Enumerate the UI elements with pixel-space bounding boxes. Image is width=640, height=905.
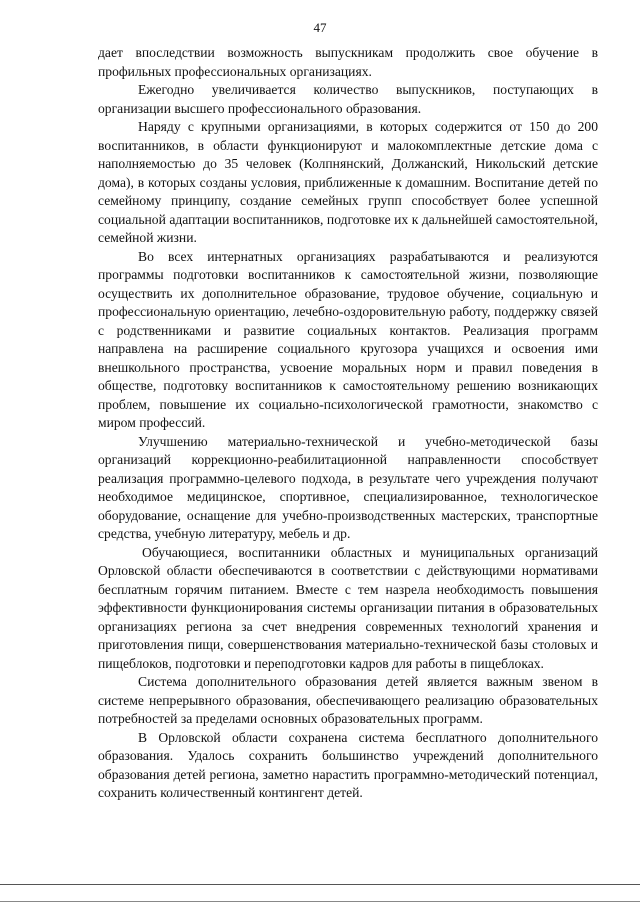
- page-bottom-edge-secondary: [0, 901, 640, 902]
- page-bottom-edge: [0, 884, 640, 885]
- page-number: 47: [313, 20, 327, 35]
- paragraph-7: Система дополнительного образования детей является важным звеном в системе непрерывного образования, обеспечивающего реализацию образовательных потребностей за пределами основных образовательных программ.: [98, 674, 598, 726]
- paragraph-1: дает впоследствии возможность выпускникам продолжить свое обучение в профильных профессиональных организациях.: [98, 45, 598, 79]
- document-body: [98, 44, 598, 803]
- paragraph-4: Во всех интернатных организациях разрабатываются и реализуются программы подготовки воспитанников к самостоятельной жизни, позволяющие осуществить их дополнительное образование, трудовое обучение, социальную и профессиональную ориентацию, лечебно-оздоровительную работу, поддержку связей с родственниками и развитие социальных контактов. Реализация программ направлена на расширение социального кругозора учащихся и освоения ими внешкольного пространства, усвоение моральных норм и правил поведения в обществе, подготовку воспитанников к самостоятельному решению возникающих проблем, повышение их социально-психологической грамотности, знакомство с миром профессий.: [98, 248, 598, 430]
- paragraph-2: Ежегодно увеличивается количество выпускников, поступающих в организации высшего профессионального образования.: [98, 82, 598, 116]
- paragraph-5: Улучшению материально-технической и учебно-методической базы организаций коррекционно-реабилитационной направленности способствует реализация программно-целевого подхода, в результате чего учреждения получают необходимое медицинское, спортивное, специализированное, технологическое оборудование, оснащение для учебно-производственных мастерских, транспортные средства, учебную литературу, мебель и др.: [98, 433, 598, 541]
- paragraph-6: Обучающиеся, воспитанники областных и муниципальных организаций Орловской области обеспечиваются в соответствии с действующими нормативами бесплатным горячим питанием. Вместе с тем назрела необходимость повышения эффективности функционирования системы организации питания в образовательных организациях региона за счет внедрения современных технологий хранения и приготовления пищи, совершенствования материально-технической базы столовых и пищеблоков, подготовки и переподготовки кадров для работы в пищеблоках.: [98, 544, 598, 671]
- paragraph-3: Наряду с крупными организациями, в которых содержится от 150 до 200 воспитанников, в области функционируют и малокомплектные детские дома с наполняемостью до 35 человек (Колпнянский, Должанский, Никольский детские дома), в которых созданы условия, приближенные к домашним. Воспитание детей по семейному принципу, создание семейных групп способствует более успешной социальной адаптации воспитанников, подготовке их к дальнейшей самостоятельной, семейной жизни.: [98, 119, 598, 245]
- paragraph-8: В Орловской области сохранена система бесплатного дополнительного образования. Удалось сохранить большинство учреждений дополнительного образования детей региона, заметно нарастить программно-методический потенциал, сохранить количественный контингент детей.: [98, 729, 598, 800]
